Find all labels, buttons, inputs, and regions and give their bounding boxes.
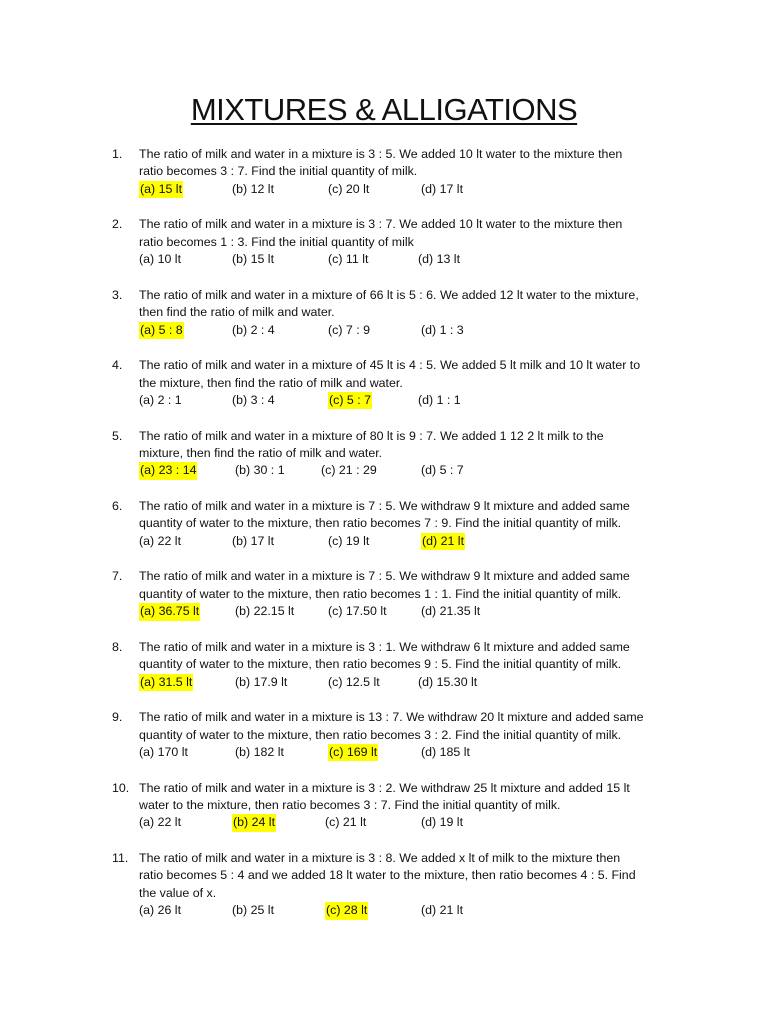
answer-option: (b) 17 lt — [232, 533, 275, 548]
question-body — [139, 287, 684, 339]
question-item — [112, 709, 682, 779]
question-number: 6. — [112, 498, 123, 513]
answer-option: (d) 21 lt — [421, 903, 464, 918]
question-item — [112, 639, 682, 709]
answer-option-highlighted: (a) 5 : 8 — [139, 322, 184, 339]
answer-option-highlighted: (b) 24 lt — [232, 814, 276, 831]
answer-options — [139, 814, 684, 831]
answer-option: (d) 15.30 lt — [418, 674, 478, 689]
answer-option-highlighted: (c) 28 lt — [325, 902, 368, 919]
question-text: The ratio of milk and water in a mixture is 13 : 7. We withdraw 20 lt mixture and added same quantity of water to the mixture, then ratio becomes 3 : 2. Find the initial quantity of milk. — [139, 710, 644, 742]
question-text: The ratio of milk and water in a mixture is 3 : 2. We withdraw 25 lt mixture and added 15 lt water to the mixture, then ratio becomes 3 : 7. Find the initial quantity of milk. — [139, 780, 630, 812]
answer-option: (a) 2 : 1 — [139, 392, 182, 407]
question-number: 3. — [112, 287, 123, 302]
question-item — [112, 357, 682, 427]
answer-option: (b) 2 : 4 — [232, 322, 275, 337]
question-text: The ratio of milk and water in a mixture of 45 lt is 4 : 5. We added 5 lt milk and 10 lt water to the mixture, then find the ratio of milk and water. — [139, 358, 641, 390]
question-item — [112, 568, 682, 638]
answer-option-highlighted: (a) 36.75 lt — [139, 603, 200, 620]
answer-option-highlighted: (d) 21 lt — [421, 533, 465, 550]
answer-option: (b) 25 lt — [232, 903, 275, 918]
answer-option: (c) 21 lt — [325, 815, 367, 830]
answer-option: (d) 5 : 7 — [421, 463, 464, 478]
answer-options — [139, 744, 684, 761]
question-item — [112, 850, 682, 920]
answer-option: (b) 15 lt — [232, 252, 275, 267]
answer-option: (b) 30 : 1 — [235, 463, 285, 478]
answer-options — [139, 322, 684, 339]
answer-option-highlighted: (a) 23 : 14 — [139, 462, 197, 479]
question-item — [112, 428, 682, 498]
answer-option: (c) 20 lt — [328, 181, 370, 196]
question-number: 7. — [112, 569, 123, 584]
question-text: The ratio of milk and water in a mixture is 7 : 5. We withdraw 9 lt mixture and added same quantity of water to the mixture, then ratio becomes 1 : 1. Find the initial quantity of milk. — [139, 569, 630, 601]
document-title: MIXTURES & ALLIGATIONS — [190, 92, 578, 127]
answer-option: (a) 22 lt — [139, 815, 182, 830]
question-number: 2. — [112, 217, 123, 232]
question-text: The ratio of milk and water in a mixture of 66 lt is 5 : 6. We added 12 lt water to the mixture, then find the ratio of milk and water. — [139, 287, 639, 320]
question-number: 4. — [112, 358, 123, 373]
question-text: The ratio of milk and water in a mixture of 80 lt is 9 : 7. We added 1 12 2 lt milk to the mixture, then find the ratio of milk and water. — [139, 428, 604, 460]
question-number: 11. — [112, 850, 129, 865]
question-item — [112, 498, 682, 568]
answer-option: (c) 12.5 lt — [328, 674, 380, 689]
answer-option: (b) 3 : 4 — [232, 392, 275, 407]
question-body — [139, 146, 684, 198]
answer-option: (d) 1 : 3 — [421, 322, 464, 337]
question-number: 9. — [112, 710, 123, 725]
answer-option: (b) 182 lt — [235, 744, 284, 759]
question-body — [139, 216, 684, 268]
question-item — [112, 216, 682, 286]
answer-option-highlighted: (c) 5 : 7 — [328, 392, 372, 409]
answer-option: (d) 19 lt — [421, 815, 464, 830]
question-number: 1. — [112, 147, 123, 161]
answer-options — [139, 181, 684, 198]
question-body — [139, 357, 684, 409]
answer-option: (a) 10 lt — [139, 252, 182, 267]
answer-option: (b) 22.15 lt — [235, 604, 295, 619]
question-number: 10. — [112, 780, 130, 795]
answer-option: (a) 170 lt — [139, 744, 188, 759]
question-body — [139, 498, 684, 550]
answer-option-highlighted: (a) 15 lt — [139, 181, 183, 198]
answer-option: (d) 21.35 lt — [421, 604, 481, 619]
answer-options — [139, 674, 684, 691]
question-number: 8. — [112, 639, 123, 654]
answer-options — [139, 251, 684, 268]
answer-options — [139, 392, 684, 409]
question-body — [139, 780, 684, 832]
question-item — [112, 287, 682, 357]
question-body — [139, 709, 684, 761]
question-body — [139, 428, 684, 480]
question-text: The ratio of milk and water in a mixture is 3 : 1. We withdraw 6 lt mixture and added same quantity of water to the mixture, then ratio becomes 9 : 5. Find the initial quantity of milk. — [139, 639, 630, 672]
answer-option: (c) 17.50 lt — [328, 604, 387, 619]
question-number: 5. — [112, 428, 123, 443]
question-body — [139, 639, 684, 691]
answer-option: (c) 11 lt — [328, 252, 369, 267]
answer-option: (d) 185 lt — [421, 744, 470, 759]
answer-options — [139, 462, 684, 479]
answer-options — [139, 533, 684, 550]
answer-option: (c) 19 lt — [328, 533, 370, 548]
answer-options — [139, 902, 684, 919]
question-text: The ratio of milk and water in a mixture is 3 : 7. We added 10 lt water to the mixture then ratio becomes 1 : 3. Find the initial quantity of milk — [139, 217, 623, 249]
answer-options — [139, 603, 684, 620]
answer-option-highlighted: (a) 31.5 lt — [139, 674, 193, 691]
document-title-wrap — [0, 92, 768, 128]
question-item — [112, 780, 682, 850]
answer-option: (b) 12 lt — [232, 181, 275, 196]
answer-option: (c) 21 : 29 — [321, 463, 377, 478]
question-body — [139, 850, 684, 920]
question-text: The ratio of milk and water in a mixture is 3 : 8. We added x lt of milk to the mixture then ratio becomes 5 : 4 and we added 18 lt water to the mixture, then ratio becomes 4 : 5. Find the value of x. — [139, 850, 636, 900]
answer-option: (a) 22 lt — [139, 533, 182, 548]
answer-option: (a) 26 lt — [139, 903, 182, 918]
question-item — [112, 146, 682, 216]
question-text: The ratio of milk and water in a mixture is 7 : 5. We withdraw 9 lt mixture and added same quantity of water to the mixture, then ratio becomes 7 : 9. Find the initial quantity of milk. — [139, 498, 630, 531]
answer-option: (d) 1 : 1 — [418, 392, 461, 407]
answer-option: (d) 13 lt — [418, 252, 461, 267]
question-body — [139, 568, 684, 620]
question-text: The ratio of milk and water in a mixture is 3 : 5. We added 10 lt water to the mixture then ratio becomes 3 : 7. Find the initial quantity of milk. — [139, 147, 623, 179]
answer-option: (b) 17.9 lt — [235, 674, 288, 689]
question-list — [112, 146, 682, 920]
answer-option: (c) 7 : 9 — [328, 322, 370, 337]
answer-option: (d) 17 lt — [421, 181, 464, 196]
answer-option-highlighted: (c) 169 lt — [328, 744, 378, 761]
